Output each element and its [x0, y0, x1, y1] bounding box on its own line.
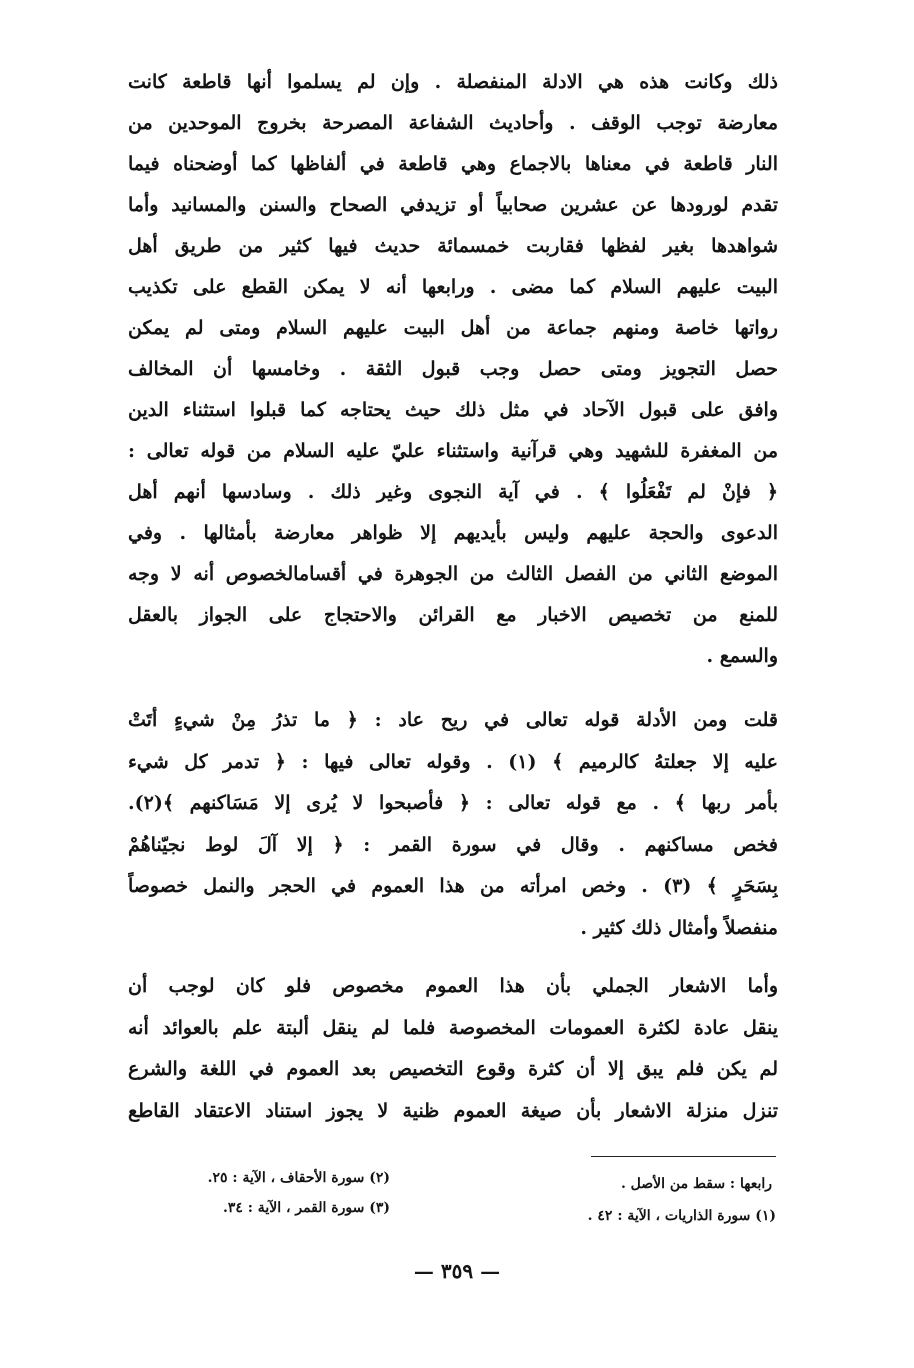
text-line: الدعوى والحجة عليهم وليس بأيديهم إلا ظواهر معارضة بأمثالها . وفي: [128, 522, 778, 544]
text-line: ذلك وكانت هذه هي الادلة المنفصلة . وإن لم يسلموا أنها قاطعة كانت: [128, 71, 778, 93]
text-line: منفصلاً وأمثال ذلك كثير .: [580, 916, 778, 939]
text-line: تنزل منزلة الاشعار بأن صيغة العموم ظنية لا يجوز استناد الاعتقاد القاطع: [128, 1099, 778, 1122]
footnote-note: رابعها : سقط من الأصل .: [620, 1176, 772, 1192]
paragraph-3: [128, 966, 778, 1132]
text-line: والسمع .: [706, 645, 778, 667]
text-line: الموضع الثاني من الفصل الثالث من الجوهرة في أقسامالخصوص أنه لا وجه: [128, 563, 778, 585]
text-line: معارضة توجب الوقف . وأحاديث الشفاعة المصرحة بخروج الموحدين من: [128, 112, 778, 134]
text-line: وأما الاشعار الجملي بأن هذا العموم مخصوص فلو كان لوجب أن: [128, 975, 778, 997]
paragraph-2: [128, 700, 778, 949]
text-line: من المغفرة للشهيد وهي قرآنية واستثناء عليّ عليه السلام من قوله تعالى :: [128, 440, 778, 462]
text-line: رواتها خاصة ومنهم جماعة من أهل البيت عليهم السلام ومتى لم يمكن: [128, 317, 778, 339]
text-line: عليه إلا جعلتهُ كالرميم ﴾ (١) . وقوله تعالى فيها : ﴿ تدمر كل شيء: [128, 750, 778, 773]
text-line: بِسَحَرٍ ﴾ (٣) . وخص امرأته من هذا العموم في الحجر والنمل خصوصاً: [128, 875, 778, 897]
footnote-1: (١) سورة الذاريات ، الآية : ٤٢ .: [587, 1208, 776, 1224]
text-line: النار قاطعة في معناها بالاجماع وهي قاطعة في ألفاظها كما أوضحناه فيما: [128, 153, 778, 175]
text-line: لم يكن فلم يبق إلا أن كثرة وقوع التخصيص بعد العموم في اللغة والشرع: [128, 1058, 778, 1080]
footnote-2: (٢) سورة الأحقاف ، الآية : ٢٥.: [207, 1170, 390, 1186]
text-line: وافق على قبول الآحاد في مثل ذلك حيث يحتاجه كما قبلوا استثناء الدين: [128, 399, 778, 421]
text-line: حصل التجويز ومتى حصل وجب قبول الثقة . وخامسها أن المخالف: [128, 358, 778, 380]
text-line: ينقل عادة لكثرة العمومات المخصوصة فلما لم ينقل ألبتة علم بالعوائد أنه: [128, 1016, 778, 1039]
text-line: قلت ومن الأدلة قوله تعالى في ريح عاد : ﴿ ما تذرُ مِنْ شيءٍ أتَتْ: [128, 709, 778, 731]
text-line: تقدم لورودها عن عشرين صحابياً أو تزيدفي الصحاح والسنن والمسانيد وأما: [128, 194, 778, 216]
paragraph-1: [128, 62, 778, 677]
text-line: ﴿ فإنْ لم تَفْعَلُوا ﴾ . في آية النجوى وغير ذلك . وسادسها أنهم أهل: [128, 481, 778, 503]
page-number: — ٣٥٩ —: [413, 1259, 501, 1283]
text-line: فخص مساكنهم . وقال في سورة القمر : ﴿ إلا آلَ لوط نجيّناهُمْ: [128, 833, 778, 856]
footnote-3: (٣) سورة القمر ، الآية : ٣٤.: [222, 1200, 390, 1216]
text-line: بأمر ربها ﴾ . مع قوله تعالى : ﴿ فأصبحوا لا يُرى إلا مَسَاكنهم ﴾(٢).: [128, 792, 778, 814]
text-line: للمنع من تخصيص الاخبار مع القرائن والاحتجاج على الجواز بالعقل: [128, 604, 778, 626]
text-line: شواهدها بغير لفظها فقاربت خمسمائة حديث فيها كثير من طريق أهل: [128, 235, 778, 257]
text-line: البيت عليهم السلام كما مضى . ورابعها أنه لا يمكن القطع على تكذيب: [128, 276, 778, 298]
footnote-separator: [591, 1156, 776, 1157]
